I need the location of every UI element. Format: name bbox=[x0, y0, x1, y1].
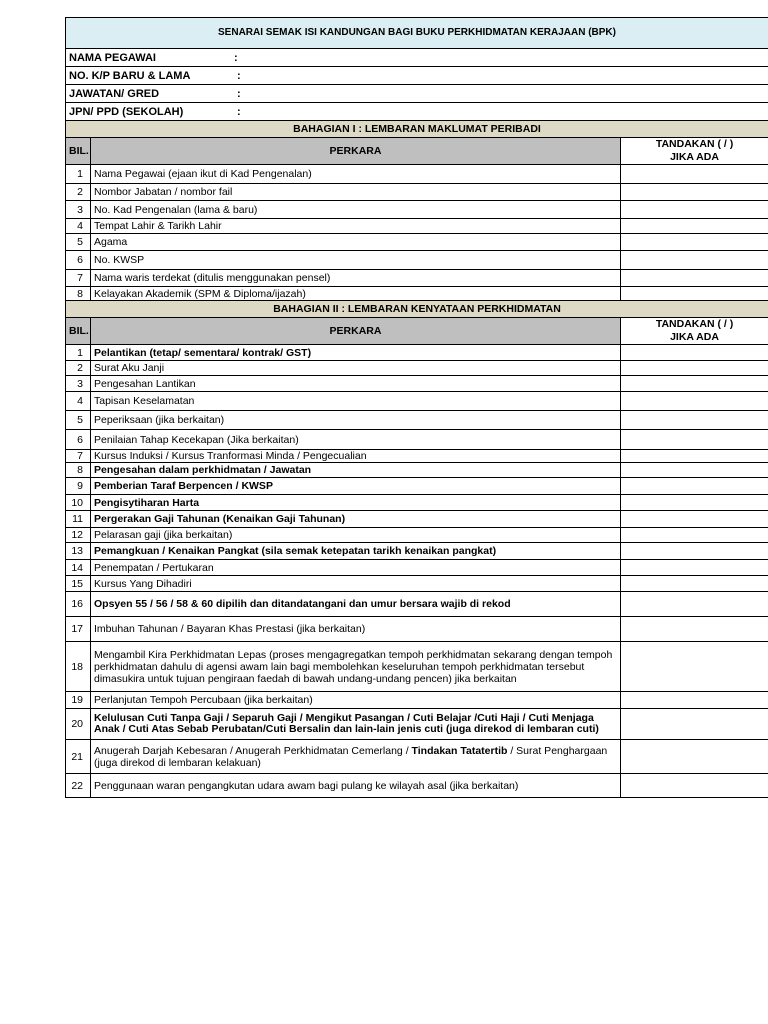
info-row-jpn bbox=[66, 103, 768, 121]
info-label: NAMA PEGAWAI bbox=[69, 51, 156, 64]
tick-cell[interactable] bbox=[621, 361, 768, 376]
table-row: 13 Pemangkuan / Kenaikan Pangkat (sila semak ketepatan tarikh kenaikan pangkat) bbox=[66, 543, 768, 560]
table-row: 6 No. KWSP bbox=[66, 251, 768, 270]
table-row: 10 Pengisytiharan Harta bbox=[66, 495, 768, 511]
tick-cell[interactable] bbox=[621, 511, 768, 528]
tick-cell[interactable] bbox=[621, 392, 768, 411]
col-tandakan: TANDAKAN ( / ) JIKA ADA bbox=[621, 318, 768, 345]
section-title: BAHAGIAN II : LEMBARAN KENYATAAN PERKHIDMATAN bbox=[66, 301, 768, 318]
tick-cell[interactable] bbox=[621, 287, 768, 301]
table-row: 7 Nama waris terdekat (ditulis menggunakan pensel) bbox=[66, 270, 768, 287]
table-row: 21 Anugerah Darjah Kebesaran / Anugerah Perkhidmatan Cemerlang / Tindakan Tatatertib / Surat Penghargaan (juga direkod di lembaran kelakuan) bbox=[66, 740, 768, 774]
section-title: BAHAGIAN I : LEMBARAN MAKLUMAT PERIBADI bbox=[66, 121, 768, 138]
info-colon: : bbox=[237, 105, 241, 118]
col-perkara: PERKARA bbox=[91, 318, 621, 345]
info-label: JPN/ PPD (SEKOLAH) bbox=[69, 105, 184, 118]
column-header-row bbox=[66, 318, 768, 345]
table-row: 9 Pemberian Taraf Berpencen / KWSP bbox=[66, 478, 768, 495]
table-row: 17 Imbuhan Tahunan / Bayaran Khas Prestasi (jika berkaitan) bbox=[66, 617, 768, 642]
table-row: 2 Surat Aku Janji bbox=[66, 361, 768, 376]
table-row: 4 Tapisan Keselamatan bbox=[66, 392, 768, 411]
tick-cell[interactable] bbox=[621, 234, 768, 251]
info-label: NO. K/P BARU & LAMA bbox=[69, 69, 191, 82]
tick-cell[interactable] bbox=[621, 592, 768, 617]
table-row: 1 Pelantikan (tetap/ sementara/ kontrak/ GST) bbox=[66, 345, 768, 361]
tick-cell[interactable] bbox=[621, 543, 768, 560]
table-row: 16 Opsyen 55 / 56 / 58 & 60 dipilih dan ditandatangani dan umur bersara wajib di rekod bbox=[66, 592, 768, 617]
info-colon: : bbox=[234, 51, 238, 64]
tick-cell[interactable] bbox=[621, 184, 768, 201]
table-row: 11 Pergerakan Gaji Tahunan (Kenaikan Gaji Tahunan) bbox=[66, 511, 768, 528]
col-bil: BIL. bbox=[66, 318, 91, 345]
page-title: SENARAI SEMAK ISI KANDUNGAN BAGI BUKU PERKHIDMATAN KERAJAAN (BPK) bbox=[66, 18, 768, 49]
title-row bbox=[66, 18, 768, 49]
checklist-sheet bbox=[65, 17, 768, 798]
info-colon: : bbox=[237, 87, 241, 100]
tick-cell[interactable] bbox=[621, 411, 768, 430]
section-1-header bbox=[66, 121, 768, 138]
tick-cell[interactable] bbox=[621, 376, 768, 392]
tick-cell[interactable] bbox=[621, 774, 768, 798]
tick-cell[interactable] bbox=[621, 251, 768, 270]
col-bil: BIL. bbox=[66, 138, 91, 165]
tick-cell[interactable] bbox=[621, 617, 768, 642]
info-label: JAWATAN/ GRED bbox=[69, 87, 160, 100]
tick-cell[interactable] bbox=[621, 528, 768, 543]
col-perkara: PERKARA bbox=[91, 138, 621, 165]
table-row: 18 Mengambil Kira Perkhidmatan Lepas (proses mengagregatkan tempoh perkhidmatan sekarang dengan tempoh perkhidmatan dahulu di agensi awam lain bagi membolehkan keseluruhan tempoh perkhidmatan tersebut dimasukira untuk tujuan pengiraan faedah di bawah undang-undang pencen) jika berkaitan bbox=[66, 642, 768, 692]
tick-cell[interactable] bbox=[621, 201, 768, 219]
tick-cell[interactable] bbox=[621, 270, 768, 287]
info-row-kp bbox=[66, 67, 768, 85]
info-row-jawatan bbox=[66, 85, 768, 103]
section-2-header bbox=[66, 301, 768, 318]
tick-cell[interactable] bbox=[621, 450, 768, 463]
table-row: 22 Penggunaan waran pengangkutan udara awam bagi pulang ke wilayah asal (jika berkaitan) bbox=[66, 774, 768, 798]
table-row: 4 Tempat Lahir & Tarikh Lahir bbox=[66, 219, 768, 234]
tick-cell[interactable] bbox=[621, 430, 768, 450]
table-row: 3 No. Kad Pengenalan (lama & baru) bbox=[66, 201, 768, 219]
tick-cell[interactable] bbox=[621, 495, 768, 511]
table-row: 8 Pengesahan dalam perkhidmatan / Jawatan bbox=[66, 463, 768, 478]
table-row: 6 Penilaian Tahap Kecekapan (Jika berkaitan) bbox=[66, 430, 768, 450]
table-row: 14 Penempatan / Pertukaran bbox=[66, 560, 768, 576]
column-header-row bbox=[66, 138, 768, 165]
tick-cell[interactable] bbox=[621, 165, 768, 184]
tick-cell[interactable] bbox=[621, 692, 768, 709]
tick-cell[interactable] bbox=[621, 219, 768, 234]
tick-cell[interactable] bbox=[621, 740, 768, 774]
table-row: 12 Pelarasan gaji (jika berkaitan) bbox=[66, 528, 768, 543]
table-row: 8 Kelayakan Akademik (SPM & Diploma/ijazah) bbox=[66, 287, 768, 301]
info-row-nama bbox=[66, 49, 768, 67]
tick-cell[interactable] bbox=[621, 345, 768, 361]
table-row: 19 Perlanjutan Tempoh Percubaan (jika berkaitan) bbox=[66, 692, 768, 709]
table-row: 3 Pengesahan Lantikan bbox=[66, 376, 768, 392]
table-row: 7 Kursus Induksi / Kursus Tranformasi Minda / Pengecualian bbox=[66, 450, 768, 463]
table-row: 5 Agama bbox=[66, 234, 768, 251]
checklist-table bbox=[65, 17, 768, 798]
table-row: 1 Nama Pegawai (ejaan ikut di Kad Pengenalan) bbox=[66, 165, 768, 184]
info-colon: : bbox=[237, 69, 241, 82]
tick-cell[interactable] bbox=[621, 463, 768, 478]
table-row: 5 Peperiksaan (jika berkaitan) bbox=[66, 411, 768, 430]
tick-cell[interactable] bbox=[621, 642, 768, 692]
tick-cell[interactable] bbox=[621, 709, 768, 740]
tick-cell[interactable] bbox=[621, 576, 768, 592]
table-row: 2 Nombor Jabatan / nombor fail bbox=[66, 184, 768, 201]
col-tandakan: TANDAKAN ( / ) JIKA ADA bbox=[621, 138, 768, 165]
table-row: 15 Kursus Yang Dihadiri bbox=[66, 576, 768, 592]
tick-cell[interactable] bbox=[621, 560, 768, 576]
table-row: 20 Kelulusan Cuti Tanpa Gaji / Separuh Gaji / Mengikut Pasangan / Cuti Belajar /Cuti Haji / Cuti Menjaga Anak / Cuti Atas Sebab Perubatan/Cuti Bersalin dan lain-lain jenis cuti (juga direkod di lembaran cuti) bbox=[66, 709, 768, 740]
tick-cell[interactable] bbox=[621, 478, 768, 495]
